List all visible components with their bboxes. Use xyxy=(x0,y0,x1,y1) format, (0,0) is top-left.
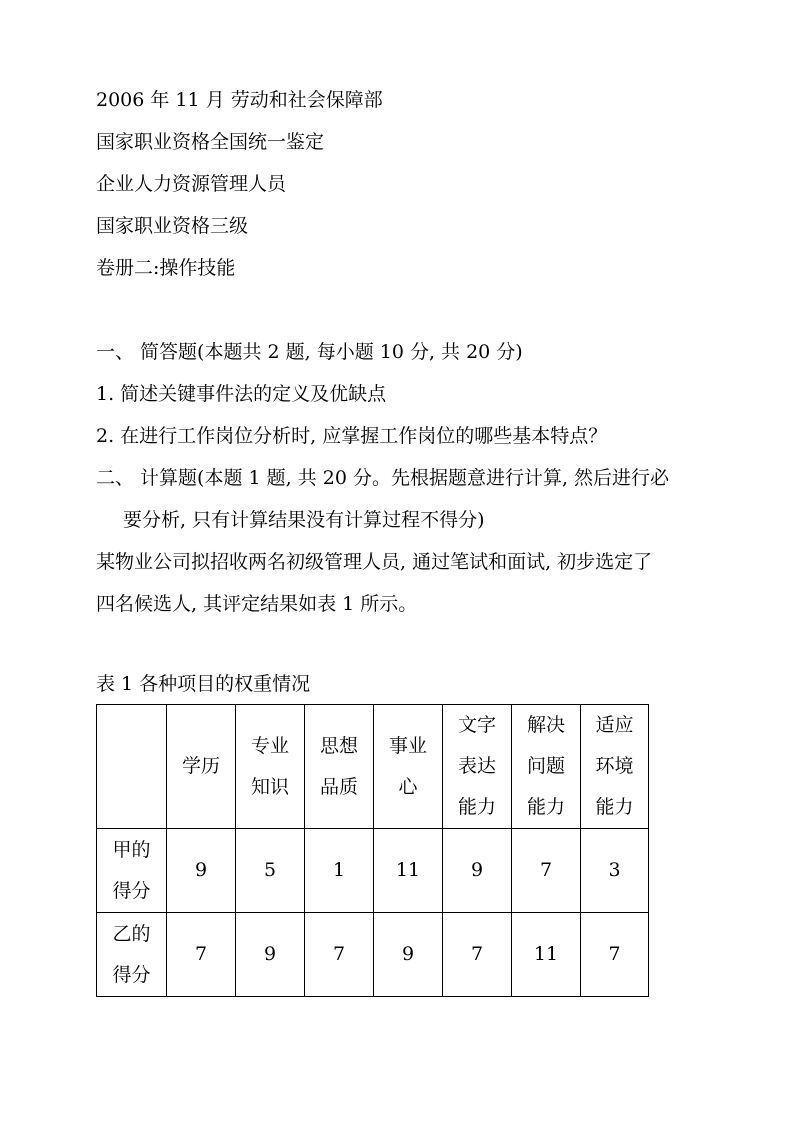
section2-body-line-2: 四名候选人, 其评定结果如表 1 所示。 xyxy=(96,593,418,615)
score-cell: 9 xyxy=(236,913,305,997)
section1-question-2: 2. 在进行工作岗位分析时, 应掌握工作岗位的哪些基本特点？ xyxy=(96,425,608,447)
header-level: 国家职业资格三级 xyxy=(96,215,249,237)
score-cell: 7 xyxy=(581,913,649,997)
section2-body-line-1: 某物业公司拟招收两名初级管理人员, 通过笔试和面试, 初步选定了 xyxy=(96,551,653,573)
header-cell-writing-ability: 文字表达能力 xyxy=(443,705,512,829)
header-volume: 卷册二:操作技能 xyxy=(96,257,236,279)
header-cell-problem-solving: 解决问题能力 xyxy=(512,705,581,829)
score-cell: 9 xyxy=(167,829,236,913)
header-cell-moral-quality: 思想品质 xyxy=(305,705,374,829)
table-caption: 表 1 各种项目的权重情况 xyxy=(96,673,311,695)
header-occupation: 企业人力资源管理人员 xyxy=(96,173,287,195)
header-cell-professional-knowledge: 专业知识 xyxy=(236,705,305,829)
score-cell: 7 xyxy=(512,829,581,913)
row-label-cell: 甲的得分 xyxy=(97,829,167,913)
score-cell: 11 xyxy=(512,913,581,997)
header-cell-dedication: 事业心 xyxy=(374,705,443,829)
section1-title: 一、 简答题(本题共 2 题, 每小题 10 分, 共 20 分) xyxy=(96,341,523,363)
section2-title-line-2: 要分析, 只有计算结果没有计算过程不得分) xyxy=(123,509,485,531)
table-row xyxy=(97,829,649,913)
score-cell: 9 xyxy=(443,829,512,913)
table-corner-cell xyxy=(97,705,167,829)
header-cell-education: 学历 xyxy=(167,705,236,829)
score-cell: 7 xyxy=(443,913,512,997)
score-table xyxy=(96,704,649,997)
score-cell: 7 xyxy=(305,913,374,997)
section2-title-line-1: 二、 计算题(本题 1 题, 共 20 分。先根据题意进行计算, 然后进行必 xyxy=(96,467,670,489)
score-cell: 11 xyxy=(374,829,443,913)
table-row xyxy=(97,913,649,997)
header-exam-title: 国家职业资格全国统一鉴定 xyxy=(96,131,325,153)
score-cell: 1 xyxy=(305,829,374,913)
table-header-row xyxy=(97,705,649,829)
row-label-cell: 乙的得分 xyxy=(97,913,167,997)
score-cell: 5 xyxy=(236,829,305,913)
section1-question-1: 1. 简述关键事件法的定义及优缺点 xyxy=(96,383,387,405)
score-cell: 7 xyxy=(167,913,236,997)
score-cell: 9 xyxy=(374,913,443,997)
header-date-line: 2006 年 11 月 劳动和社会保障部 xyxy=(96,89,383,111)
score-cell: 3 xyxy=(581,829,649,913)
header-cell-adaptability: 适应环境能力 xyxy=(581,705,649,829)
